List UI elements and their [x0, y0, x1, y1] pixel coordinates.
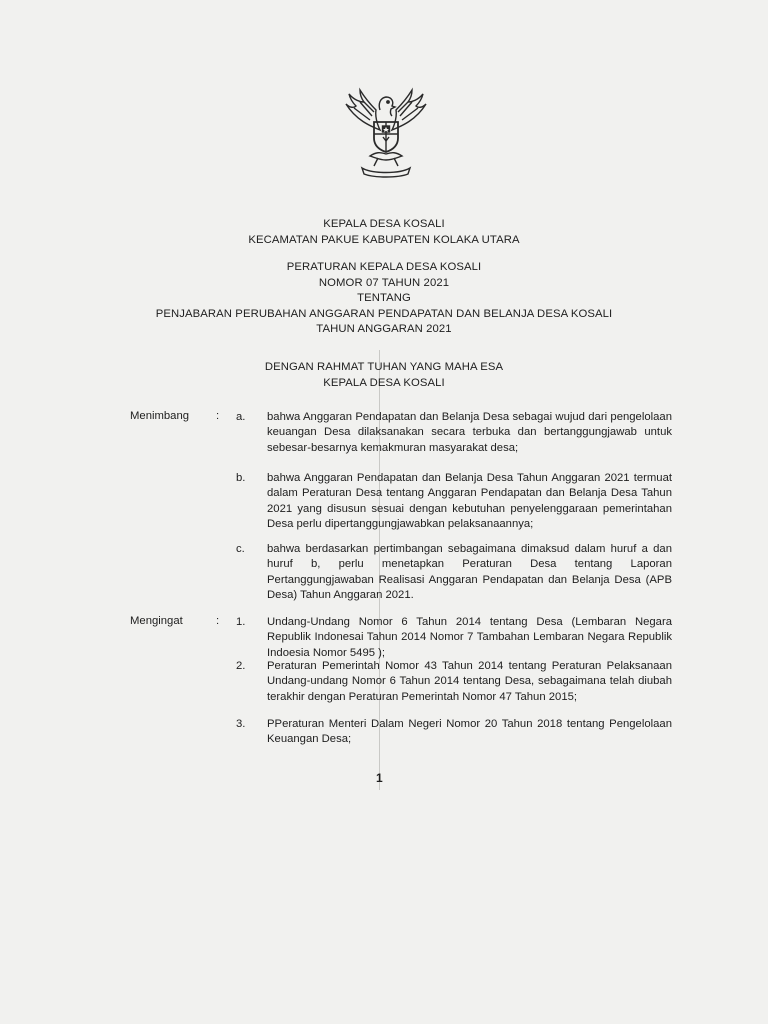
page-number: 1	[376, 771, 383, 785]
menimbang-label: Menimbang	[130, 410, 190, 422]
item-marker: 1.	[236, 616, 246, 628]
mengingat-item-1	[236, 615, 672, 661]
title-line-3: TENTANG	[357, 292, 411, 304]
item-marker: b.	[236, 472, 246, 484]
item-text: Peraturan Pemerintah Nomor 43 Tahun 2014 tentang Peraturan Pelaksanaan Undang-undang Nomor 6 Tahun 2014 tentang Desa, sebagaimana telah diubah terakhir dengan Peraturan Pemerintah Nomor 47 Tahun 2015;	[267, 660, 672, 703]
menimbang-item-c	[236, 542, 672, 604]
menimbang-colon: :	[216, 410, 220, 422]
mengingat-label: Mengingat	[130, 615, 183, 627]
mengingat-item-3	[236, 717, 672, 748]
issuer-line-1: KEPALA DESA KOSALI	[323, 218, 445, 230]
invocation-line-1: DENGAN RAHMAT TUHAN YANG MAHA ESA	[264, 361, 504, 373]
item-text: PPeraturan Menteri Dalam Negeri Nomor 20 Tahun 2018 tentang Pengelolaan Keuangan Desa;	[267, 718, 672, 746]
title-line-2: NOMOR 07 TAHUN 2021	[318, 276, 450, 289]
garuda-emblem	[340, 86, 432, 182]
item-marker: 3.	[236, 718, 246, 730]
menimbang-item-a	[236, 410, 672, 456]
invocation-line-2: KEPALA DESA KOSALI	[323, 376, 445, 389]
item-text: bahwa berdasarkan pertimbangan sebagaimana dimaksud dalam huruf a dan huruf b, perlu menetapkan Peraturan Desa tentang Laporan Pertanggungjawaban Realisasi Anggaran Pendapatan dan Belanja Desa (APB Desa) Tahun Anggaran 2021.	[267, 543, 672, 602]
item-text: Undang-Undang Nomor 6 Tahun 2014 tentang Desa (Lembaran Negara Republik Indonesai Tahun 2014 Nomor 7 Tambahan Lembaran Negara Republik Indoesia Nomor 5495 );	[267, 616, 672, 659]
title-line-1: PERATURAN KEPALA DESA KOSALI	[286, 261, 482, 273]
mengingat-colon: :	[216, 615, 220, 627]
regulation-title	[120, 260, 648, 338]
item-marker: c.	[236, 543, 245, 555]
issuer-header	[120, 217, 648, 248]
item-marker: a.	[236, 411, 246, 423]
invocation	[120, 360, 648, 391]
title-line-4: PENJABARAN PERUBAHAN ANGGARAN PENDAPATAN DAN BELANJA DESA KOSALI	[155, 307, 613, 320]
item-marker: 2.	[236, 660, 246, 672]
issuer-line-2: KECAMATAN PAKUE KABUPATEN KOLAKA UTARA	[248, 233, 520, 246]
item-text: bahwa Anggaran Pendapatan dan Belanja Desa sebagai wujud dari pengelolaan keuangan Desa dilaksanakan secara terbuka dan bertanggungjawab untuk sebesar-besarnya kemakmuran masyarakat desa;	[267, 411, 672, 454]
item-text: bahwa Anggaran Pendapatan dan Belanja Desa Tahun Anggaran 2021 termuat dalam Peraturan Desa tentang Anggaran Pendapatan dan Belanja Desa Tahun 2021 yang disusun sesuai dengan kebutuhan penyelenggaraan pemerintahan Desa perlu dipertanggungjawabkan pelaksanaannya;	[267, 472, 672, 531]
mengingat-item-2	[236, 659, 672, 705]
menimbang-item-b	[236, 471, 672, 533]
title-line-5: TAHUN ANGGARAN 2021	[316, 323, 452, 335]
